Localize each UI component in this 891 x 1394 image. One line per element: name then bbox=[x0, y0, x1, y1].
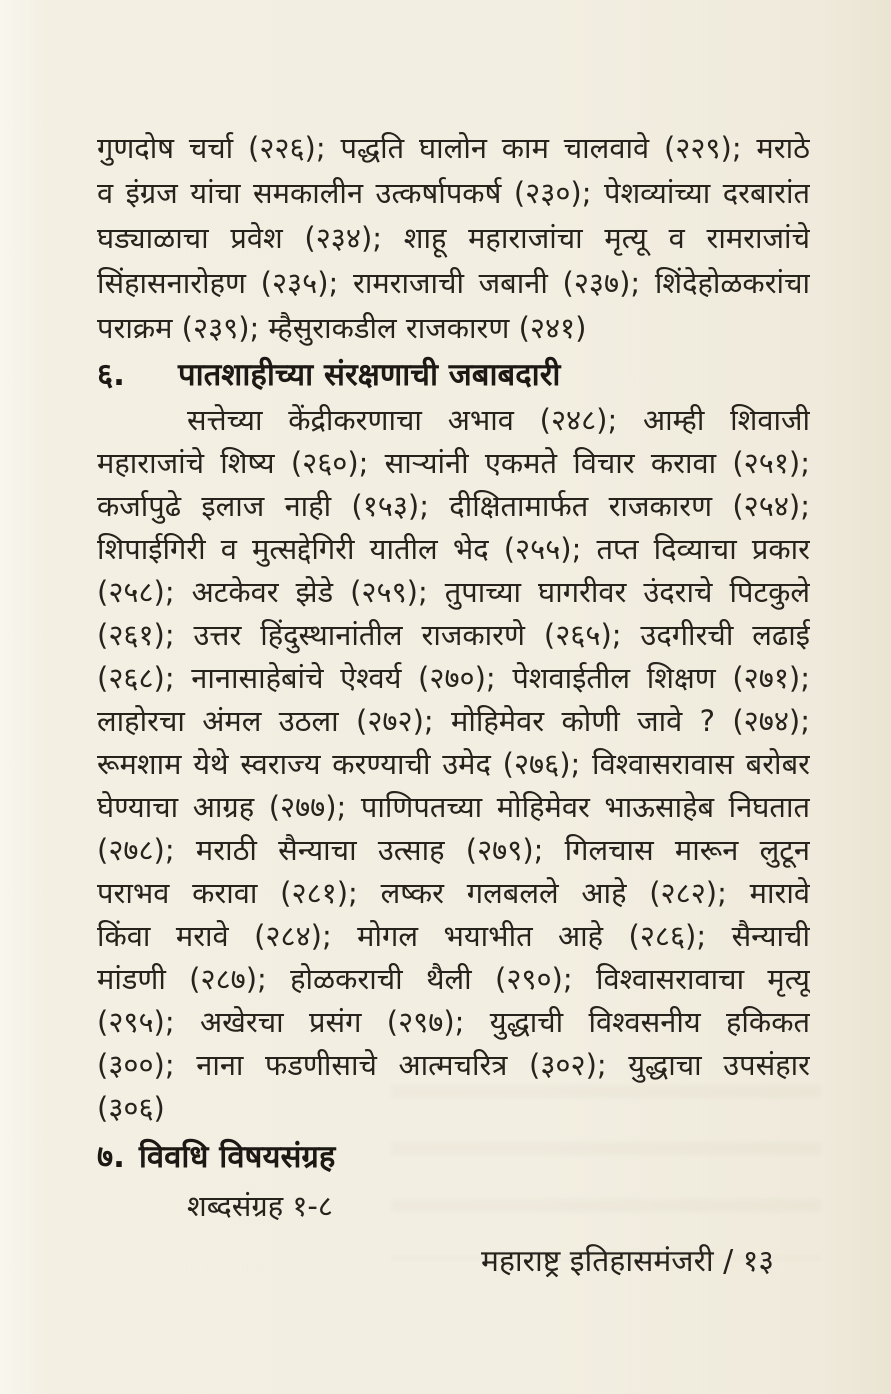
text-line: शिपाईगिरी व मुत्सद्देगिरी यातील भेद (२५५); तप्त दिव्याचा प्रकार bbox=[97, 532, 810, 566]
text-line: पराक्रम (२३९); म्हैसुराकडील राजकारण (२४१) bbox=[97, 311, 587, 345]
page-footer bbox=[97, 1240, 810, 1284]
text-line: (२९५); अखेरचा प्रसंग (२९७); युद्धाची विश्वसनीय हकिकत bbox=[97, 1005, 810, 1039]
text-line: पराभव करावा (२८१); लष्कर गलबलले आहे (२८२); मारावे bbox=[97, 876, 810, 910]
text-line: मांडणी (२८७); होळकराची थैली (२९०); विश्वासरावाचा मृत्यू bbox=[97, 962, 810, 996]
section-heading-7 bbox=[97, 1134, 810, 1180]
text-line: (२७८); मराठी सैन्याचा उत्साह (२७९); गिलचास मारून लुटून bbox=[97, 833, 810, 867]
footer-book-title: महाराष्ट्र इतिहासमंजरी bbox=[481, 1244, 714, 1279]
text-line: (३००); नाना फडणीसाचे आत्मचरित्र (३०२); युद्धाचा उपसंहार bbox=[97, 1048, 810, 1082]
paragraph-chapter6-topics bbox=[97, 399, 810, 1130]
section-number: ६. bbox=[97, 357, 125, 393]
text-line: (२६१); उत्तर हिंदुस्थानांतील राजकारणे (२६५); उदगीरची लढाई bbox=[97, 618, 810, 652]
footer-page-number: १३ bbox=[742, 1244, 774, 1279]
text-line: सत्तेच्या केंद्रीकरणाचा अभाव (२४८); आम्ही शिवाजी bbox=[187, 403, 810, 437]
text-line: कर्जापुढे इलाज नाही (१५३); दीक्षितामार्फत राजकारण (२५४); bbox=[97, 489, 810, 523]
text-line: गुणदोष चर्चा (२२६); पद्धति घालोन काम चालवावे (२२९); मराठे bbox=[97, 131, 810, 165]
text-line: लाहोरचा अंमल उठला (२७२); मोहिमेवर कोणी जावे ? (२७४); bbox=[97, 704, 810, 738]
text-line: किंवा मरावे (२८४); मोगल भयाभीत आहे (२८६); सैन्याची bbox=[97, 919, 810, 953]
text-line: (२६८); नानासाहेबांचे ऐश्वर्य (२७०); पेशवाईतील शिक्षण (२७१); bbox=[97, 661, 810, 695]
text-line: सिंहासनारोहण (२३५); रामराजाची जबानी (२३७); शिंदेहोळकरांचा bbox=[97, 266, 810, 300]
paragraph-chapter5-topics bbox=[97, 126, 810, 351]
section-title: पातशाहीच्या संरक्षणाची जबाबदारी bbox=[178, 357, 561, 393]
section-number: ७. bbox=[97, 1139, 125, 1175]
text-line: घेण्याचा आग्रह (२७७); पाणिपतच्या मोहिमेवर भाऊसाहेब निघतात bbox=[97, 790, 810, 824]
text-line: (३०६) bbox=[97, 1091, 165, 1125]
text-line: व इंग्रज यांचा समकालीन उत्कर्षापकर्ष (२३०); पेशव्यांच्या दरबारांत bbox=[97, 176, 810, 210]
footer-separator: / bbox=[713, 1244, 743, 1279]
section-title: विवधि विषयसंग्रह bbox=[138, 1139, 336, 1175]
text-line: (२५८); अटकेवर झेडे (२५९); तुपाच्या घागरीवर उंदराचे पिटकुले bbox=[97, 575, 810, 609]
text-line: घड्याळाचा प्रवेश (२३४); शाहू महाराजांचा मृत्यू व रामराजांचे bbox=[97, 221, 810, 255]
subsection-word-collection: शब्दसंग्रह १-८ bbox=[187, 1189, 333, 1223]
section-heading-6 bbox=[97, 352, 810, 398]
text-line: महाराजांचे शिष्य (२६०); साऱ्यांनी एकमते विचार करावा (२५१); bbox=[97, 446, 810, 480]
text-line: रूमशाम येथे स्वराज्य करण्याची उमेद (२७६); विश्वासरावास बरोबर bbox=[97, 747, 810, 781]
